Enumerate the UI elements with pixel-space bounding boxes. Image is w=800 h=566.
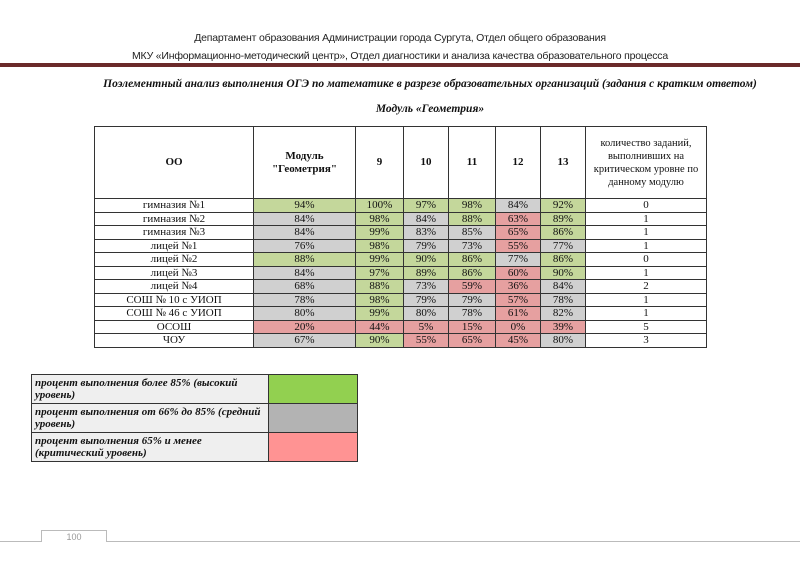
cell-org: СОШ № 10 с УИОП [95, 293, 254, 307]
cell-t12: 77% [496, 253, 541, 267]
header-task-11: 11 [449, 127, 496, 199]
cell-module: 84% [254, 226, 356, 240]
page-number: 100 [41, 530, 107, 542]
cell-t12: 60% [496, 266, 541, 280]
legend-label-critical: процент выполнения 65% и менее (критический уровень) [32, 433, 269, 462]
table-row [95, 280, 707, 294]
cell-org: гимназия №2 [95, 212, 254, 226]
table-row [95, 334, 707, 348]
cell-org: ОСОШ [95, 320, 254, 334]
cell-critical-count: 1 [586, 239, 707, 253]
cell-t12: 0% [496, 320, 541, 334]
cell-t13: 92% [541, 199, 586, 213]
cell-t12: 63% [496, 212, 541, 226]
cell-org: гимназия №3 [95, 226, 254, 240]
cell-critical-count: 0 [586, 253, 707, 267]
legend-row-medium [32, 404, 358, 433]
cell-t9: 44% [356, 320, 404, 334]
cell-t12: 36% [496, 280, 541, 294]
cell-t11: 88% [449, 212, 496, 226]
cell-t11: 85% [449, 226, 496, 240]
cell-t11: 78% [449, 307, 496, 321]
cell-t9: 90% [356, 334, 404, 348]
header-center: МКУ «Информационно-методический центр», Отдел диагностики и анализа качества образовательного процесса [131, 50, 668, 62]
cell-t10: 84% [404, 212, 449, 226]
table-row [95, 253, 707, 267]
cell-t9: 100% [356, 199, 404, 213]
footer-line-left [0, 541, 41, 542]
cell-t10: 83% [404, 226, 449, 240]
cell-critical-count: 0 [586, 199, 707, 213]
cell-module: 94% [254, 199, 356, 213]
cell-t12: 45% [496, 334, 541, 348]
cell-t13: 86% [541, 253, 586, 267]
table-row [95, 293, 707, 307]
cell-t13: 39% [541, 320, 586, 334]
cell-org: ЧОУ [95, 334, 254, 348]
results-table [94, 126, 707, 348]
cell-t11: 59% [449, 280, 496, 294]
cell-t9: 97% [356, 266, 404, 280]
header-task-9: 9 [356, 127, 404, 199]
cell-t10: 80% [404, 307, 449, 321]
legend-row-high [32, 375, 358, 404]
cell-t9: 99% [356, 226, 404, 240]
cell-critical-count: 1 [586, 266, 707, 280]
header-critical-count: количество заданий, выполнивших на критическом уровне по данному модулю [586, 127, 707, 199]
cell-module: 20% [254, 320, 356, 334]
legend-label-medium: процент выполнения от 66% до 85% (средний уровень) [32, 404, 269, 433]
cell-module: 88% [254, 253, 356, 267]
cell-org: лицей №4 [95, 280, 254, 294]
cell-org: лицей №3 [95, 266, 254, 280]
table-row [95, 307, 707, 321]
cell-t13: 80% [541, 334, 586, 348]
cell-critical-count: 2 [586, 280, 707, 294]
table-row [95, 226, 707, 240]
header-divider [0, 63, 800, 67]
cell-t13: 82% [541, 307, 586, 321]
cell-t11: 65% [449, 334, 496, 348]
cell-t10: 79% [404, 293, 449, 307]
cell-critical-count: 1 [586, 226, 707, 240]
table-row [95, 320, 707, 334]
cell-critical-count: 1 [586, 293, 707, 307]
cell-critical-count: 3 [586, 334, 707, 348]
cell-t9: 98% [356, 212, 404, 226]
cell-t12: 65% [496, 226, 541, 240]
page-subtitle: Модуль «Геометрия» [375, 103, 485, 115]
header-module: Модуль "Геометрия" [254, 127, 356, 199]
cell-module: 67% [254, 334, 356, 348]
cell-t11: 73% [449, 239, 496, 253]
header-task-10: 10 [404, 127, 449, 199]
cell-module: 80% [254, 307, 356, 321]
table-row [95, 212, 707, 226]
cell-t13: 84% [541, 280, 586, 294]
cell-t11: 86% [449, 253, 496, 267]
cell-t10: 90% [404, 253, 449, 267]
cell-t13: 78% [541, 293, 586, 307]
cell-t12: 84% [496, 199, 541, 213]
table-row [95, 199, 707, 213]
header-task-12: 12 [496, 127, 541, 199]
cell-module: 78% [254, 293, 356, 307]
legend-swatch-medium [269, 404, 358, 433]
cell-t10: 73% [404, 280, 449, 294]
cell-t9: 88% [356, 280, 404, 294]
cell-critical-count: 1 [586, 212, 707, 226]
cell-org: СОШ № 46 с УИОП [95, 307, 254, 321]
cell-t10: 97% [404, 199, 449, 213]
cell-critical-count: 5 [586, 320, 707, 334]
table-row [95, 266, 707, 280]
cell-t12: 55% [496, 239, 541, 253]
cell-t11: 79% [449, 293, 496, 307]
cell-t11: 86% [449, 266, 496, 280]
legend-row-critical [32, 433, 358, 462]
header-department: Департамент образования Администрации города Сургута, Отдел общего образования [194, 32, 606, 44]
cell-t9: 98% [356, 293, 404, 307]
cell-t10: 89% [404, 266, 449, 280]
legend-table [31, 374, 358, 462]
table-row [95, 239, 707, 253]
cell-critical-count: 1 [586, 307, 707, 321]
header-task-13: 13 [541, 127, 586, 199]
cell-module: 68% [254, 280, 356, 294]
cell-t10: 79% [404, 239, 449, 253]
cell-t12: 61% [496, 307, 541, 321]
cell-t13: 89% [541, 212, 586, 226]
cell-t9: 99% [356, 307, 404, 321]
page-title: Поэлементный анализ выполнения ОГЭ по математике в разрезе образовательных организаций (задания с кратким ответом) [103, 78, 757, 90]
cell-module: 84% [254, 212, 356, 226]
cell-module: 76% [254, 239, 356, 253]
legend-swatch-critical [269, 433, 358, 462]
cell-t9: 98% [356, 239, 404, 253]
cell-t9: 99% [356, 253, 404, 267]
cell-module: 84% [254, 266, 356, 280]
cell-t13: 77% [541, 239, 586, 253]
cell-t13: 90% [541, 266, 586, 280]
cell-t13: 86% [541, 226, 586, 240]
legend-label-high: процент выполнения более 85% (высокий уровень) [32, 375, 269, 404]
footer-line-right [106, 541, 800, 542]
legend-swatch-high [269, 375, 358, 404]
cell-org: гимназия №1 [95, 199, 254, 213]
cell-t11: 15% [449, 320, 496, 334]
header-org: ОО [95, 127, 254, 199]
cell-t10: 55% [404, 334, 449, 348]
table-header-row [95, 127, 707, 199]
cell-org: лицей №2 [95, 253, 254, 267]
cell-t10: 5% [404, 320, 449, 334]
cell-org: лицей №1 [95, 239, 254, 253]
cell-t12: 57% [496, 293, 541, 307]
cell-t11: 98% [449, 199, 496, 213]
